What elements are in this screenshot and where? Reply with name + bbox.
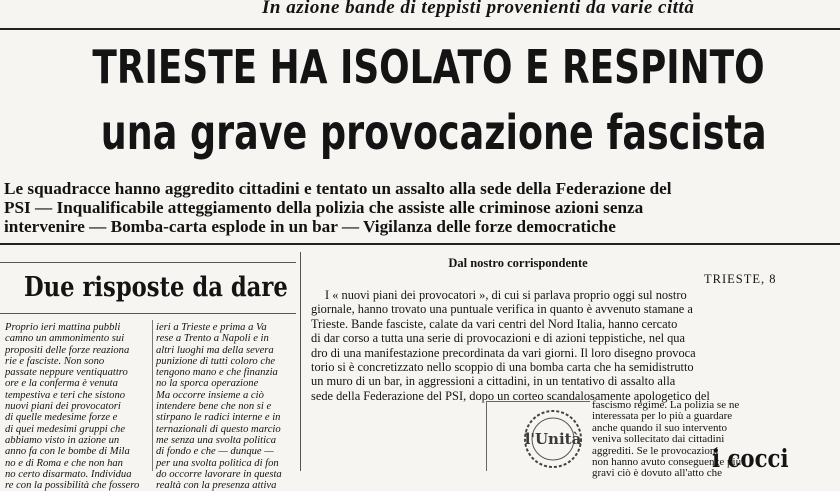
- text-line: me senza una svolta politica: [156, 434, 277, 446]
- text-line: gravi ciò è dovuto all'atto che: [592, 467, 722, 480]
- text-line: Trieste. Bande fasciste, calate da vari centri del Nord Italia, hanno cercato: [311, 316, 678, 331]
- text-line: intendere bene che non si e: [156, 401, 272, 413]
- text-line: rie e fasciste. Non sono: [5, 355, 105, 367]
- left-box-top-rule: [0, 262, 296, 263]
- subheadline-line-1: Le squadracce hanno aggredito cittadini e tentato un assalto alla sede della Federazione del: [4, 179, 672, 198]
- text-line: I « nuovi piani dei provocatori », di cui si parlava proprio oggi sul nostro: [325, 288, 687, 302]
- left-article-column-2: [156, 322, 282, 491]
- text-line: tempestiva e teri che sistono: [5, 389, 126, 401]
- side-headline: i cocci: [712, 444, 789, 473]
- top-rule: [0, 28, 840, 30]
- text-line: Proprio ieri mattina pubbli: [5, 322, 121, 333]
- text-line: re con la possibilità che fossero: [5, 480, 140, 491]
- text-line: fascismo regime. La polizia se ne: [592, 399, 740, 411]
- text-line: anche quando il suo intervento: [592, 421, 728, 434]
- text-line: non hanno avuto conseguenze più: [592, 456, 742, 469]
- text-line: stirpano le radici interne e in: [156, 412, 281, 424]
- text-line: torio si è concretizzato nello scoppio di una bomba carta che ha semidistrutto: [311, 360, 694, 375]
- seal-label: l'Unità: [524, 430, 582, 448]
- text-line: rese a Trento a Napoli e in: [156, 333, 269, 345]
- text-line: nuovi piani dei provocatori: [5, 401, 121, 413]
- left-title-rule: [0, 313, 296, 314]
- text-line: dro di una manifestazione precordinata da vari giorni. Il loro disegno provoca: [311, 345, 696, 360]
- text-line: tengono mano e che finanzia: [156, 367, 278, 379]
- text-line: anno fa con le bombe di Mila: [5, 446, 130, 458]
- byline: Dal nostro corrispondente: [448, 256, 588, 270]
- text-line: no certo disarmato. Individua: [5, 468, 132, 480]
- left-column-separator: [152, 320, 153, 471]
- main-article-body: [311, 288, 710, 403]
- left-article-column-1: [5, 322, 139, 491]
- text-line: no la sporca operazione: [156, 378, 259, 390]
- text-line: no e di Roma e che non han: [5, 457, 123, 469]
- text-line: camno un ammonimento sui: [5, 333, 125, 345]
- text-line: di quei medesimi gruppi che: [5, 423, 126, 435]
- text-line: sede della Federazione del PSI, dopo un corteo scandalosamente apologetico del: [311, 388, 710, 403]
- text-line: di fondo e che — dunque —: [156, 446, 274, 458]
- text-line: per una svolta politica di fon: [156, 457, 279, 469]
- text-line: di quelle medesime forze e: [5, 412, 118, 424]
- text-line: propositi delle forze reaziona: [5, 344, 130, 356]
- kicker: In azione bande di teppisti provenienti da varie città: [262, 0, 695, 18]
- text-line: altri luoghi ma della severa: [156, 344, 274, 356]
- text-line: un muro di un bar, in aggressioni a cittadini, in un tentativo di assalto alla: [311, 374, 676, 389]
- text-line: punizione di tutti coloro che: [156, 355, 276, 367]
- column-divider: [300, 252, 301, 471]
- text-line: interessata per lo più a guardare: [592, 410, 733, 423]
- text-line: ieri a Trieste e prima a Va: [156, 322, 267, 333]
- text-line: do occorre lavorare in questa: [156, 468, 282, 480]
- text-line: passate neppure ventiquattro: [5, 367, 128, 379]
- subheadline-line-2: PSI — Inqualificabile atteggiamento della polizia che assiste alle criminose azioni senza: [4, 198, 644, 217]
- middle-rule: [0, 243, 840, 245]
- text-line: realtà con la presenza attiva: [156, 480, 277, 491]
- headline-line-1: TRIESTE HA ISOLATO E RESPINTO: [92, 40, 765, 94]
- dateline: TRIESTE, 8: [704, 272, 777, 286]
- text-line: ternazionali di questo marcio: [156, 423, 281, 435]
- headline-line-2: una grave provocazione fascista: [100, 105, 767, 161]
- text-line: giornale, hanno trovato una puntuale verifica in quanto è avvenuto stamane a: [311, 302, 693, 317]
- text-line: veniva sollecitato dai cittadini: [592, 433, 725, 446]
- text-line: aggrediti. Se le provocazioni: [592, 444, 719, 457]
- text-line: di dar corso a tutta una serie di provocazioni e di azioni teppistiche, nel qua: [311, 331, 685, 346]
- text-line: Ma occorre insieme a ciò: [156, 389, 264, 401]
- text-line: abbiamo visto in azione un: [5, 434, 120, 446]
- left-article-title: Due risposte da dare: [24, 272, 288, 303]
- subheadline-line-3: intervenire — Bomba-carta esplode in un bar — Vigilanza delle forze democratiche: [4, 217, 616, 236]
- narrow-column: [500, 400, 741, 480]
- text-line: ore e la conferma è venuta: [5, 378, 118, 390]
